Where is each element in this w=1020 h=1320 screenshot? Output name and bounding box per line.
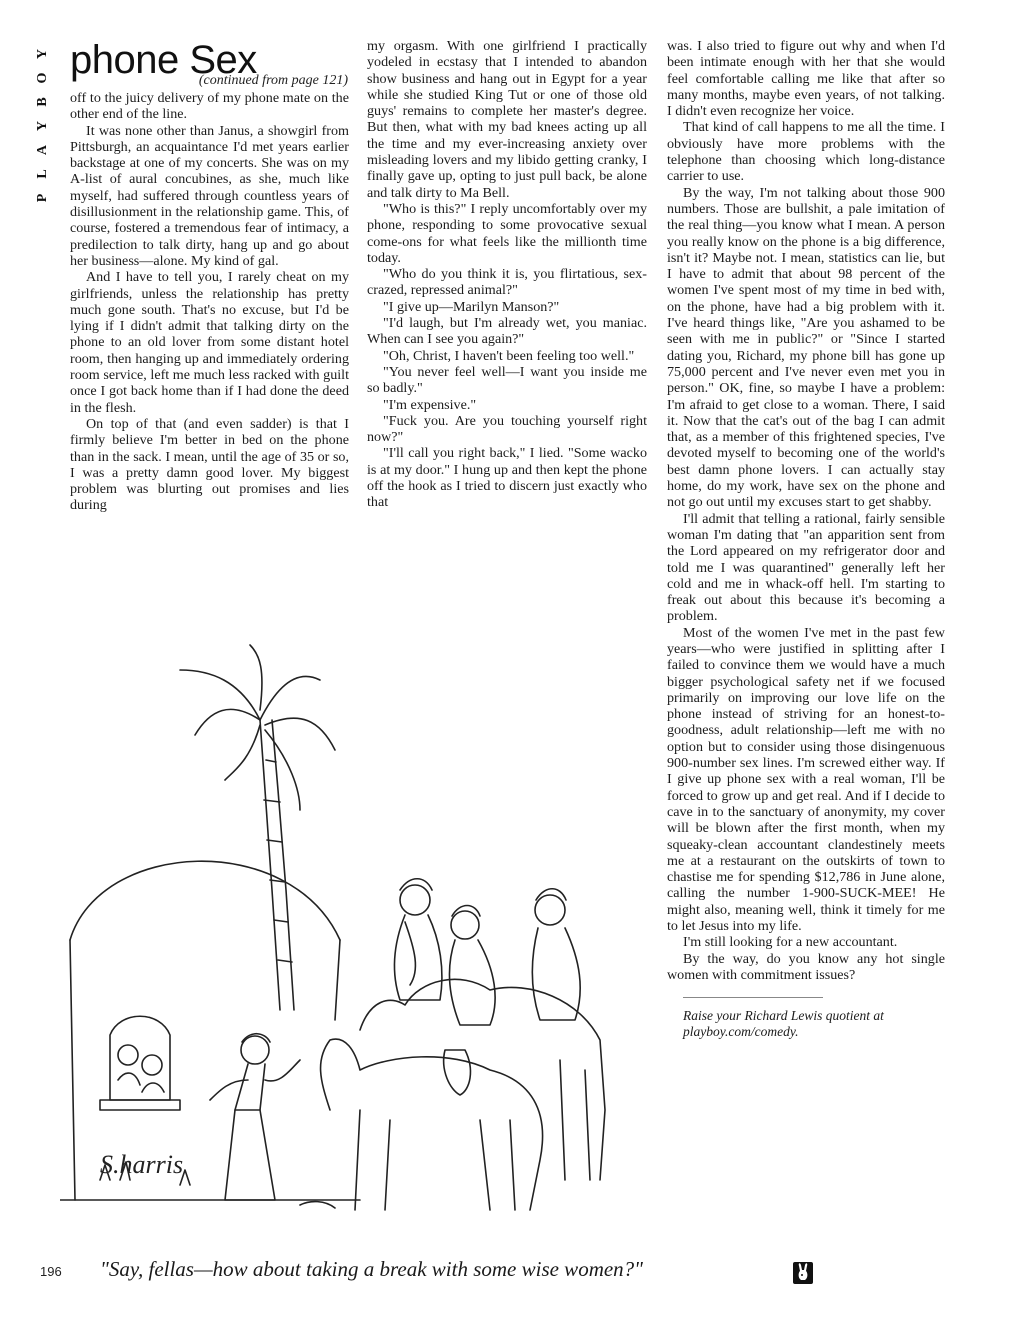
article-paragraph: By the way, I'm not talking about those 900 numbers. Those are bullshit, a pale imitation of the real thing—you know what I mean. A person you really know on the phone is a big difference, isn't it? Maybe not. I mean, statistics can lie, but I have to admit that about 98 percent of the women I've spent most of my time in bed with, on the phone, have had a big problem with it. I've heard things like, "Are you ashamed to be seen with me in public?" or "Since I started dating you, Richard, my phone bill has gone up 75,000 percent and I've never even met you in person." OK, fine, so maybe I have a problem: I'm afraid to get close to a woman. There, I said it. Now that the cat's out of the bag I can admit that, as a member of this frightened species, I've devoted myself to becoming one of the world's best damn phone lovers. I can actually stay home, do my work, have sex on the phone and not go out until my excuses start to get shabby. [667, 184, 945, 511]
author-credit-line [667, 997, 945, 1040]
page-number: 196 [40, 1264, 62, 1279]
article-paragraph: I'll admit that telling a rational, fairly sensible woman I'm dating that "an apparition sent from the Lord appeared on my refrigerator door and told me I was quarantined" generally left her cold and me in whack-off hell. I'm starting to freak out about this because it's becoming a problem. [667, 510, 945, 625]
article-paragraph: It was none other than Janus, a showgirl from Pittsburgh, an acquaintance I'd met years earlier backstage at one of my concerts. She was on my A-list of aural concubines, as she, much like myself, had suffered through countless years of disillusionment in the relationship game. This, of course, fostered a tremendous fear of intimacy, a predilection to talk dirty, hang up and go about her business—alone. My kind of gal. [70, 122, 349, 269]
article-column-3 [667, 38, 945, 1040]
article-paragraph: "Who do you think it is, you flirtatious, sex-crazed, repressed animal?" [367, 266, 647, 299]
article-paragraph: "Who is this?" I reply uncomfortably over my phone, responding to some provocative sexual come-ons for what feels like the millionth time today. [367, 200, 647, 266]
article-paragraph: "You never feel well—I want you inside me so badly." [367, 363, 647, 397]
article-paragraph: That kind of call happens to me all the time. I obviously have more problems with the telephone than choosing which long-distance carrier to use. [667, 119, 945, 185]
article-paragraph: Most of the women I've met in the past few years—who were justified in splitting after I failed to convince them we would have a much bigger psychological safety net if we focused primarily on improving our love life on the phone instead of striving for an honest-to-goodness, adult relationship—left me with no option but to consider using those disingenuous 900-number sex lines. I'm screwed either way. If I give up phone sex with a real woman, I'll be forced to grow up and get real. And if I decide to cave in to the sanctuary of anonymity, my cover will be blown after the first month, when my squeaky-clean accountant clandestinely meets me at a restaurant on the outskirts of town to chastise me for spending $12,786 in June alone, calling the number 1-900-SUCK-MEE! He might also, meaning well, think it timely for me to let Jesus into my life. [667, 624, 945, 935]
article-paragraph: And I have to tell you, I rarely cheat on my girlfriends, unless the relationship has pretty much gone south. That's no excuse, but I'd be lying if I didn't admit that talking dirty on the phone to an old lover from some distant hotel room, then hanging up and immediately ordering room service, left me much less racked with guilt once I got back home than if I had done the deed in the flesh. [70, 269, 349, 416]
vertical-title-letter: O [35, 72, 50, 84]
vertical-title-letter: Y [35, 48, 50, 60]
article-paragraph: was. I also tried to figure out why and when I'd been intimate enough with her that she would feel comfortable calling me like that after so many months, maybe even years, of not talking. I didn't even recognize her voice. [667, 38, 945, 120]
vertical-title-letter: P [35, 193, 50, 203]
article-paragraph: "I'd laugh, but I'm already wet, you maniac. When can I see you again?" [367, 315, 647, 348]
credit-text: Raise your Richard Lewis quotient at playboy.com/comedy. [683, 1008, 884, 1040]
vertical-title-letter: B [35, 97, 50, 107]
article-paragraph: my orgasm. With one girlfriend I practically yodeled in ecstasy that I intended to abandon show business and hang out in Egypt for a year while she studied King Tut or one of those old guys' remains to complete her master's degree. But then, what with my bad knees acting up all the time and my ever-increasing anxiety over misleading lovers and my libido getting cranky, I finally gave up, opting to just pull back, be alone and talk dirty to Ma Bell. [367, 38, 647, 201]
article-paragraph: "I give up—Marilyn Manson?" [383, 298, 560, 315]
article-paragraph: "I'm expensive." [383, 396, 477, 413]
vertical-title-letter: A [35, 144, 50, 156]
article-paragraph: "Oh, Christ, I haven't been feeling too well." [383, 347, 635, 364]
article-column-2 [367, 38, 647, 511]
article-paragraph: "Fuck you. Are you touching yourself right now?" [367, 412, 647, 446]
cartoonist-signature: S.harris [100, 1150, 184, 1179]
article-paragraph: By the way, do you know any hot single women with commitment issues? [667, 950, 945, 983]
article-column-1 [70, 90, 349, 514]
rabbit-head-logo-icon [793, 1262, 813, 1284]
article-paragraph: "I'll call you right back," I lied. "Some wacko is at my door." I hung up and then kept the phone off the hook as I tried to discern just exactly who that [367, 445, 647, 511]
article-headline: phone Sex [70, 38, 257, 82]
vertical-title-letter: L [35, 169, 50, 179]
vertical-title-letter: Y [35, 120, 50, 132]
magazine-vertical-title [34, 42, 52, 210]
article-paragraph: I'm still looking for a new accountant. [683, 934, 898, 951]
continued-from-note: (continued from page 121) [198, 73, 348, 88]
article-paragraph: On top of that (and even sadder) is that I firmly believe I'm better in bed on the phone than in the sack. I mean, until the age of 35 or so, I was a pretty damn good lover. My biggest problem was blurting out promises and lies during [70, 415, 349, 514]
cartoon-caption: "Say, fellas—how about taking a break with some wise women?" [100, 1257, 643, 1281]
credit-divider [683, 997, 823, 998]
article-paragraph: off to the juicy delivery of my phone mate on the other end of the line. [70, 90, 349, 123]
